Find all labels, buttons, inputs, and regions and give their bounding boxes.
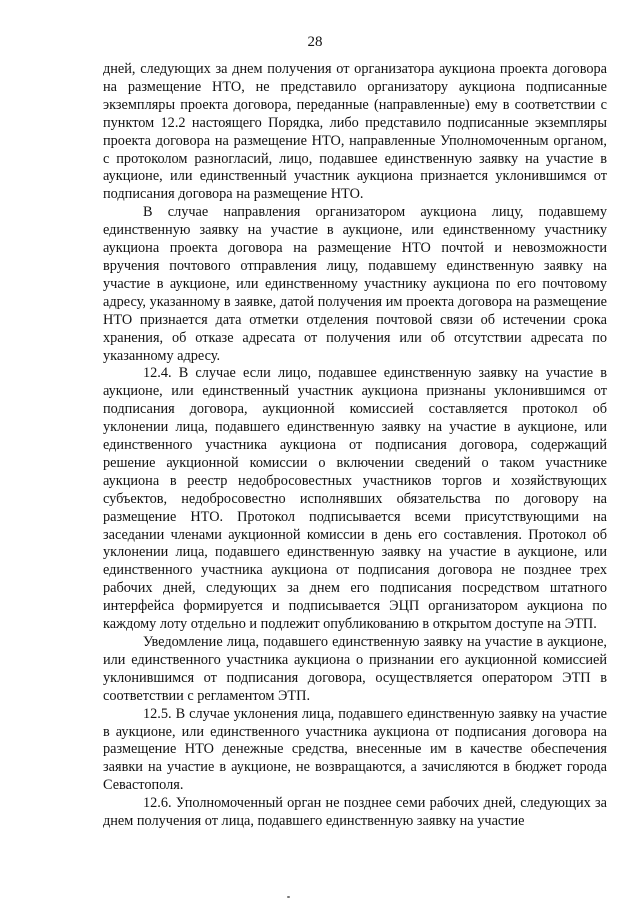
paragraph-12-6: 12.6. Уполномоченный орган не позднее семи рабочих дней, следующих за днем получения от лица, подавшего единственную заявку на участие [103, 795, 607, 830]
document-body [103, 61, 607, 831]
scan-artifact [287, 896, 290, 898]
paragraph-postal-delivery: В случае направления организатором аукциона лицу, подавшему единственную заявку на участие в аукционе, или единственному участнику аукциона проекта договора на размещение НТО почтой и невозможности вручения почтового отправления лицу, подавшему единственную заявку на участие в аукционе, или единственному участнику аукциона по его почтовому адресу, указанному в заявке, датой получения им проекта договора на размещение НТО признается дата отметки отделения почтовой связи об истечении срока хранения, об отказе адресата от получения или об отсутствии адресата по указанному адресу. [103, 204, 607, 364]
paragraph-12-5: 12.5. В случае уклонения лица, подавшего единственную заявку на участие в аукционе, или единственного участника аукциона от подписания договора на размещение НТО денежные средства, внесенные им в качестве обеспечения заявки на участие в аукционе, не возвращаются, а зачисляются в бюджет города Севастополя. [103, 705, 607, 794]
paragraph-notification: Уведомление лица, подавшего единственную заявку на участие в аукционе, или единственного участника аукциона о признании его аукционной комиссией уклонившимся от подписания договора, осуществляется оператором ЭТП в соответствии с регламентом ЭТП. [103, 634, 607, 704]
page-number: 28 [307, 34, 323, 50]
paragraph-continuation: дней, следующих за днем получения от организатора аукциона проекта договора на размещение НТО, не представило организатору аукциона подписанные экземпляры проекта договора, переданные (направленные) ему в соответствии с пунктом 12.2 настоящего Порядка, либо представило подписанные экземпляры проекта договора на размещение НТО, направленные Уполномоченным органом, с протоколом разногласий, лицо, подавшее единственную заявку на участие в аукционе, или единственный участник аукциона признается уклонившимся от подписания договора на размещение НТО. [103, 61, 607, 203]
paragraph-12-4: 12.4. В случае если лицо, подавшее единственную заявку на участие в аукционе, или единственный участник аукциона признаны уклонившимся от подписания договора, аукционной комиссией составляется протокол об уклонении лица, подавшего единственную заявку на участие в аукционе, или единственного участника аукциона от подписания договора, содержащий решение аукционной комиссии о включении сведений о таком участнике аукциона в реестр недобросовестных участников торгов и хозяйствующих субъектов, недобросовестно исполнявших обязательства по договору на размещение НТО. Протокол подписывается всеми присутствующими на заседании членами аукционной комиссии в день его составления. Протокол об уклонении лица, подавшего единственную заявку на участие в аукционе, или единственного участника аукциона от подписания договора не позднее трех рабочих дней, следующих за днем его подписания посредством штатного интерфейса формируется и подписывается ЭЦП организатором аукциона по каждому лоту отдельно и подлежит опубликованию в открытом доступе на ЭТП. [103, 365, 607, 633]
